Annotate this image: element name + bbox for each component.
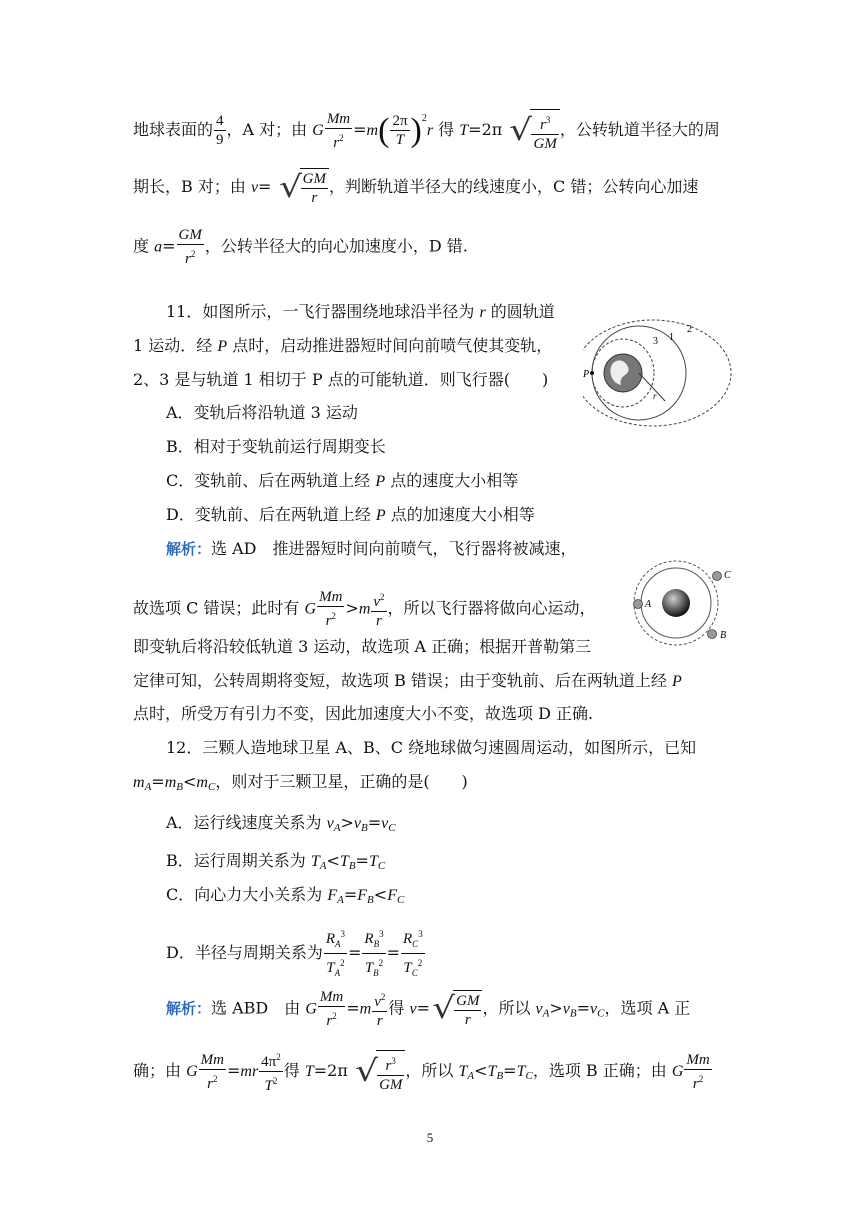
label-r: r: [653, 391, 657, 401]
satellite-a: [634, 600, 643, 609]
prev-line-3: 度 a= $\frac{GM}{r^2}$ ，公转半径大的向心加速度小，D 错.: [133, 227, 468, 267]
prev-line-2: 期长，B 对；由 v= √ $\frac{GM}{r}$ ，判断轨道半径大的线速度小，C 错；公转向心加速: [133, 169, 699, 206]
answer-label: 解析：: [166, 540, 212, 558]
q11-answer-4: 定律可知，公转周期将变短，故选项 B 错误；由于变轨前、后在两轨道上经 P: [133, 671, 682, 690]
label-b: B: [720, 630, 727, 641]
earth-icon: [662, 589, 690, 617]
text: 得: [388, 998, 410, 1018]
text: ，所以: [482, 998, 536, 1018]
radius-line: [639, 373, 665, 401]
text: 选 ABD 由: [211, 998, 306, 1018]
satellite-b: [708, 630, 717, 639]
text: D．变轨前、后在两轨道上经: [166, 505, 376, 524]
q11-orbit-figure: [583, 318, 733, 428]
text: 定律可知，公转周期将变短，故选项 B 错误；由于变轨前、后在两轨道上经: [133, 671, 673, 690]
q11-answer-5: 点时，所受万有引力不变，因此加速度大小不变，故选项 D 正确.: [133, 704, 594, 723]
q12-stem-1: 12．三颗人造地球卫星 A、B、C 绕地球做匀速圆周运动，如图所示，已知: [166, 738, 697, 757]
text: C．变轨前、后在两轨道上经: [166, 471, 376, 490]
q11-answer-3: 即变轨后将沿较低轨道 3 运动，故选项 A 正确；根据开普勒第三: [133, 637, 592, 656]
text: 得: [283, 1061, 305, 1080]
q12-answer-1: 解析：选 ABD 由 G $\frac{Mm}{r^2}$ =m $\frac{v^2}{r}$ 得 v=√ $\frac{GM}{r}$ ，所以 $v_A>v_B=v_C$，选项 A 正: [166, 989, 691, 1029]
q11-stem-2: 1 运动．经 P 点时，启动推进器短时间向前喷气使其变轨，: [133, 336, 553, 355]
q11-option-d: D．变轨前、后在两轨道上经 P 点的加速度大小相等: [166, 505, 535, 524]
q12-option-c: C．向心力大小关系为 $F_A=F_B<F_C$: [166, 885, 405, 906]
q12-option-a: A．运行线速度关系为 $v_A>v_B=v_C$: [166, 813, 396, 834]
text: 故选项 C 错误；此时有: [133, 598, 305, 618]
text: ，所以飞行器将做向心运动，: [387, 598, 596, 618]
q11-option-c: C．变轨前、后在两轨道上经 P 点的速度大小相等: [166, 471, 519, 490]
q12-option-d: D．半径与周期关系为 $\frac{R_A^3}{T_A^2}$ = $\frac{R_B^3}{T_B^2}$ = $\frac{R_C^3}{T_C^2}$: [166, 925, 763, 982]
q11-option-b: B．相对于变轨前运行周期变长: [166, 437, 386, 456]
q11-stem-3: 2、3 是与轨道 1 相切于 P 点的可能轨道．则飞行器( ): [133, 370, 549, 389]
text: ，选项 B 正确；由: [532, 1061, 672, 1080]
q12-option-b: B．运行周期关系为 $T_A<T_B=T_C$: [166, 851, 386, 872]
q11-option-a: A．变轨后将沿轨道 3 运动: [166, 403, 358, 422]
text: 确；由: [133, 1061, 187, 1080]
label-a: A: [645, 599, 652, 610]
text: 1 运动．经: [133, 336, 218, 355]
q11-stem-1: 11．如图所示，一飞行器围绕地球沿半径为 r 的圆轨道: [166, 302, 555, 321]
text: 11．如图所示，一飞行器围绕地球沿半径为: [166, 302, 480, 321]
text: ，则对于三颗卫星，正确的是( ): [215, 772, 468, 791]
text: 得: [438, 120, 460, 139]
label-c: C: [724, 570, 731, 581]
label-1: 1: [669, 332, 674, 343]
text: ，判断轨道半径大的线速度小，C 错；公转向心加速: [329, 177, 699, 196]
text: C．向心力大小关系为: [166, 885, 328, 904]
text: ，A 对；由: [226, 120, 313, 139]
point-p: [590, 371, 594, 375]
q12-stem-2: $m_A=m_B<m_C$，则对于三颗卫星，正确的是( ): [133, 772, 468, 793]
text: 地球表面的: [133, 120, 214, 139]
text: ，所以: [405, 1061, 459, 1080]
label-p: P: [583, 369, 590, 380]
text: 点的速度大小相等: [385, 471, 519, 490]
text: ，公转半径大的向心加速度小，D 错.: [204, 236, 468, 256]
text: 期长，B 对；由: [133, 177, 251, 196]
text: 点的加速度大小相等: [385, 505, 535, 524]
q11-answer-1: [166, 538, 730, 560]
label-3: 3: [653, 336, 658, 347]
text: 点时，启动推进器短时间向前喷气使其变轨，: [227, 336, 553, 355]
text: D．半径与周期关系为: [166, 943, 323, 962]
q12-satellite-figure: [620, 558, 736, 646]
text: 度: [133, 236, 155, 256]
q11-answer-2: 故选项 C 错误；此时有 G $\frac{Mm}{r^2}$ >m $\frac{v^2}{r}$ ，所以飞行器将做向心运动，: [133, 589, 596, 629]
label-2: 2: [687, 324, 692, 335]
text: B．运行周期关系为: [166, 851, 311, 870]
text: 的圆轨道: [485, 302, 555, 321]
text: ，公转轨道半径大的周: [559, 120, 720, 139]
page-number: 5: [426, 1130, 434, 1145]
satellite-c: [713, 572, 722, 581]
answer-label: 解析：: [166, 999, 212, 1018]
q12-answer-2: 确；由 G $\frac{Mm}{r^2}$ =mr $\frac{4\pi^2}{T^2}$ 得 T=2π √ $\frac{r^3}{GM}$ ，所以 $T_A<T_B=T_C$，选项 B 正确；由 G $\frac{Mm}{r^2}$: [133, 1048, 730, 1095]
prev-line-1: 地球表面的 $\frac{4}{9}$ ，A 对；由 G $\frac{Mm}{r^2}$ =m( $\frac{2\pi}{T}$ )$^2$r 得 T=2π √ $\frac{r^3}{GM}$ ，公转轨道半径大的周: [133, 110, 720, 152]
text: A．运行线速度关系为: [166, 813, 327, 832]
text: ，选项 A 正: [604, 998, 691, 1018]
text: 选 AD 推进器短时间向前喷气，飞行器将被减速，: [211, 539, 577, 558]
